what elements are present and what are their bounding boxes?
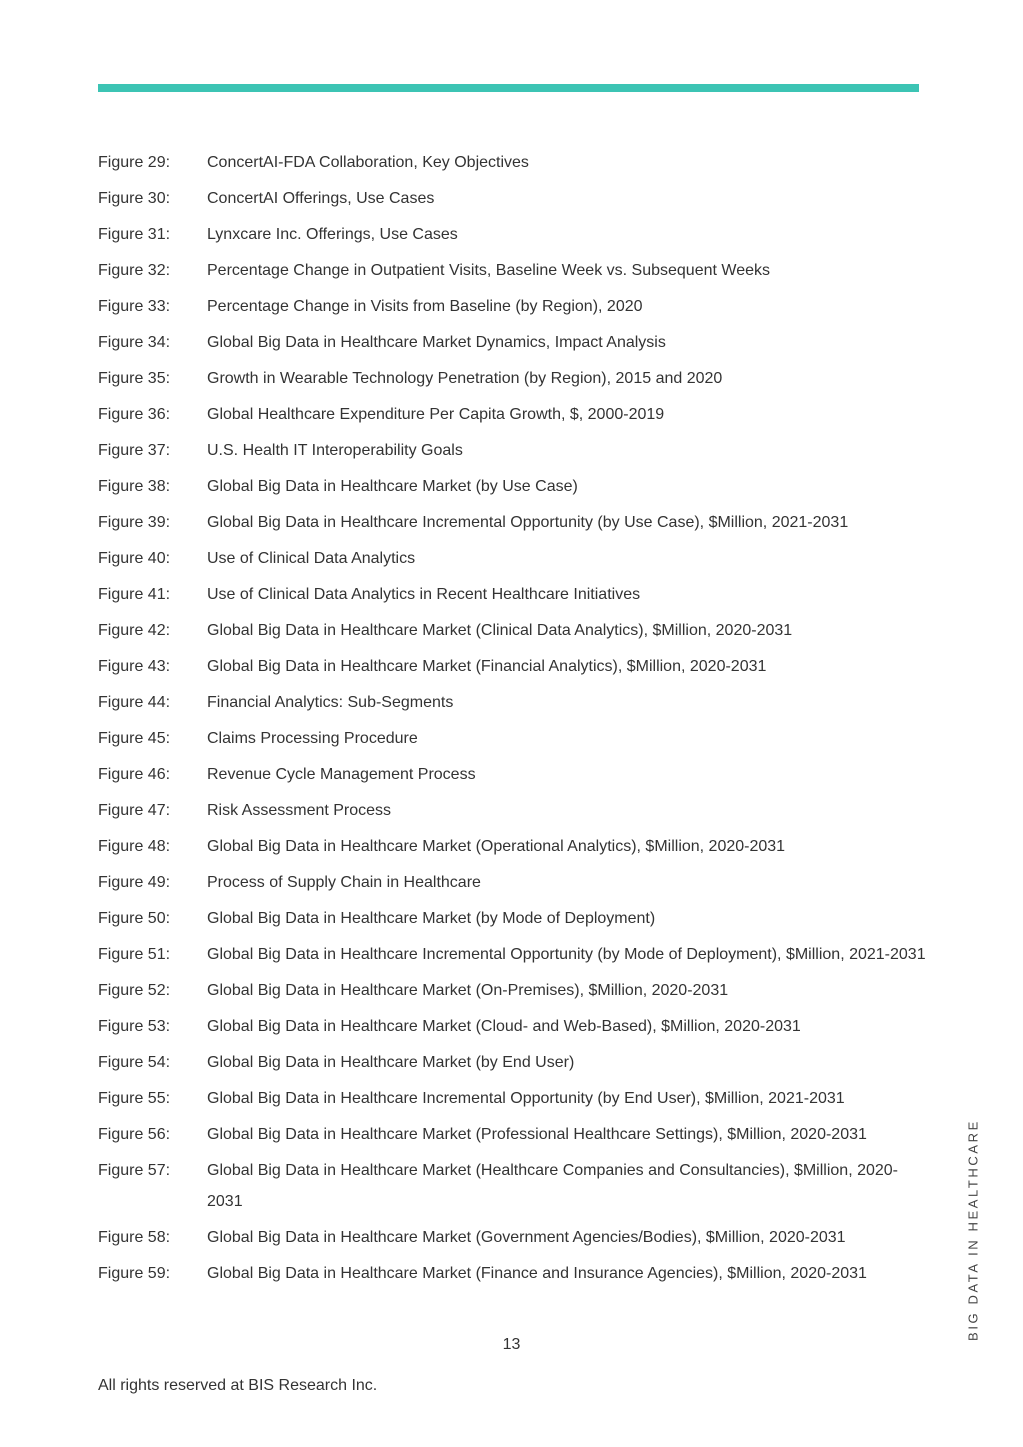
figure-entry bbox=[98, 147, 928, 178]
figure-entry bbox=[98, 1119, 928, 1150]
figure-number: Figure 33: bbox=[98, 298, 171, 315]
figure-entry bbox=[98, 219, 928, 250]
figure-entry bbox=[98, 291, 928, 322]
figure-entry bbox=[98, 939, 928, 970]
footer-copyright: All rights reserved at BIS Research Inc. bbox=[98, 1377, 378, 1394]
figure-title: Global Big Data in Healthcare Market (Operational Analytics), $Million, 2020-2031 bbox=[207, 838, 786, 855]
figure-entry bbox=[98, 363, 928, 394]
figure-number: Figure 56: bbox=[98, 1126, 171, 1143]
figure-title: Financial Analytics: Sub-Segments bbox=[207, 694, 454, 711]
figure-title: ConcertAI-FDA Collaboration, Key Objectives bbox=[207, 154, 529, 171]
figure-entry bbox=[98, 903, 928, 934]
figure-title: Global Big Data in Healthcare Incremental Opportunity (by Mode of Deployment), $Million, 2021-2031 bbox=[207, 946, 926, 963]
figure-number: Figure 38: bbox=[98, 478, 171, 495]
figure-title: Global Big Data in Healthcare Market (Healthcare Companies and Consultancies), $Million, 2020-2031 bbox=[207, 1162, 899, 1210]
figure-title: Global Big Data in Healthcare Market (Finance and Insurance Agencies), $Million, 2020-2031 bbox=[207, 1265, 867, 1282]
figure-number: Figure 32: bbox=[98, 262, 171, 279]
figure-number: Figure 55: bbox=[98, 1090, 171, 1107]
figure-number: Figure 50: bbox=[98, 910, 171, 927]
figure-number: Figure 44: bbox=[98, 694, 171, 711]
figure-title: Revenue Cycle Management Process bbox=[207, 766, 476, 783]
figure-entry bbox=[98, 435, 928, 466]
figure-number: Figure 45: bbox=[98, 730, 171, 747]
figure-entry bbox=[98, 327, 928, 358]
figure-number: Figure 40: bbox=[98, 550, 171, 567]
figure-title: Claims Processing Procedure bbox=[207, 730, 418, 747]
figure-title: ConcertAI Offerings, Use Cases bbox=[207, 190, 435, 207]
figure-title: Global Big Data in Healthcare Market (On-Premises), $Million, 2020-2031 bbox=[207, 982, 729, 999]
figure-entry bbox=[98, 579, 928, 610]
figure-number: Figure 42: bbox=[98, 622, 171, 639]
figure-number: Figure 49: bbox=[98, 874, 171, 891]
figure-number: Figure 59: bbox=[98, 1265, 171, 1282]
figure-number: Figure 30: bbox=[98, 190, 171, 207]
figure-number: Figure 52: bbox=[98, 982, 171, 999]
figure-number: Figure 43: bbox=[98, 658, 171, 675]
figure-title: Global Big Data in Healthcare Incremental Opportunity (by End User), $Million, 2021-2031 bbox=[207, 1090, 845, 1107]
figure-entry bbox=[98, 1047, 928, 1078]
list-of-figures bbox=[98, 147, 928, 1294]
page-number: 13 bbox=[502, 1336, 521, 1353]
figure-entry bbox=[98, 687, 928, 718]
figure-entry bbox=[98, 867, 928, 898]
figure-number: Figure 48: bbox=[98, 838, 171, 855]
figure-entry bbox=[98, 615, 928, 646]
figure-title: Global Big Data in Healthcare Market (Clinical Data Analytics), $Million, 2020-2031 bbox=[207, 622, 793, 639]
figure-title: Use of Clinical Data Analytics bbox=[207, 550, 416, 567]
figure-entry bbox=[98, 975, 928, 1006]
figure-number: Figure 51: bbox=[98, 946, 171, 963]
figure-title: Global Healthcare Expenditure Per Capita Growth, $, 2000-2019 bbox=[207, 406, 665, 423]
figure-title: Lynxcare Inc. Offerings, Use Cases bbox=[207, 226, 458, 243]
figure-title: Growth in Wearable Technology Penetration (by Region), 2015 and 2020 bbox=[207, 370, 723, 387]
figure-entry bbox=[98, 831, 928, 862]
figure-title: Process of Supply Chain in Healthcare bbox=[207, 874, 481, 891]
figure-title: Percentage Change in Outpatient Visits, Baseline Week vs. Subsequent Weeks bbox=[207, 262, 770, 279]
figure-number: Figure 29: bbox=[98, 154, 171, 171]
header-accent-bar bbox=[98, 84, 919, 92]
figure-number: Figure 46: bbox=[98, 766, 171, 783]
figure-number: Figure 47: bbox=[98, 802, 171, 819]
figure-number: Figure 34: bbox=[98, 334, 171, 351]
figure-title: Global Big Data in Healthcare Market (Financial Analytics), $Million, 2020-2031 bbox=[207, 658, 767, 675]
figure-entry bbox=[98, 1222, 928, 1253]
figure-entry bbox=[98, 255, 928, 286]
figure-entry bbox=[98, 723, 928, 754]
figure-entry bbox=[98, 183, 928, 214]
figure-number: Figure 36: bbox=[98, 406, 171, 423]
figure-entry bbox=[98, 1083, 928, 1114]
figure-number: Figure 31: bbox=[98, 226, 171, 243]
figure-entry bbox=[98, 1155, 928, 1217]
figure-title: Global Big Data in Healthcare Market (by Mode of Deployment) bbox=[207, 910, 656, 927]
side-running-title: BIG DATA IN HEALTHCARE bbox=[965, 1119, 981, 1341]
figure-entry bbox=[98, 759, 928, 790]
figure-title: Use of Clinical Data Analytics in Recent Healthcare Initiatives bbox=[207, 586, 641, 603]
figure-entry bbox=[98, 471, 928, 502]
figure-title: Percentage Change in Visits from Baseline (by Region), 2020 bbox=[207, 298, 643, 315]
figure-entry bbox=[98, 1011, 928, 1042]
figure-entry bbox=[98, 507, 928, 538]
figure-title: Global Big Data in Healthcare Market (Cloud- and Web-Based), $Million, 2020-2031 bbox=[207, 1018, 801, 1035]
figure-number: Figure 35: bbox=[98, 370, 171, 387]
figure-entry bbox=[98, 543, 928, 574]
figure-title: Global Big Data in Healthcare Market (Government Agencies/Bodies), $Million, 2020-2031 bbox=[207, 1229, 846, 1246]
figure-title: Global Big Data in Healthcare Incremental Opportunity (by Use Case), $Million, 2021-2031 bbox=[207, 514, 849, 531]
figure-number: Figure 37: bbox=[98, 442, 171, 459]
figure-title: Global Big Data in Healthcare Market (by Use Case) bbox=[207, 478, 578, 495]
figure-number: Figure 57: bbox=[98, 1162, 171, 1179]
figure-title: Global Big Data in Healthcare Market Dynamics, Impact Analysis bbox=[207, 334, 666, 351]
figure-number: Figure 54: bbox=[98, 1054, 171, 1071]
figure-entry bbox=[98, 651, 928, 682]
figure-number: Figure 41: bbox=[98, 586, 171, 603]
figure-title: Global Big Data in Healthcare Market (Professional Healthcare Settings), $Million, 2020-2031 bbox=[207, 1126, 867, 1143]
figure-entry bbox=[98, 795, 928, 826]
figure-title: Risk Assessment Process bbox=[207, 802, 392, 819]
figure-entry bbox=[98, 1258, 928, 1289]
figure-number: Figure 53: bbox=[98, 1018, 171, 1035]
figure-title: Global Big Data in Healthcare Market (by End User) bbox=[207, 1054, 575, 1071]
figure-number: Figure 39: bbox=[98, 514, 171, 531]
figure-number: Figure 58: bbox=[98, 1229, 171, 1246]
figure-entry bbox=[98, 399, 928, 430]
figure-title: U.S. Health IT Interoperability Goals bbox=[207, 442, 463, 459]
